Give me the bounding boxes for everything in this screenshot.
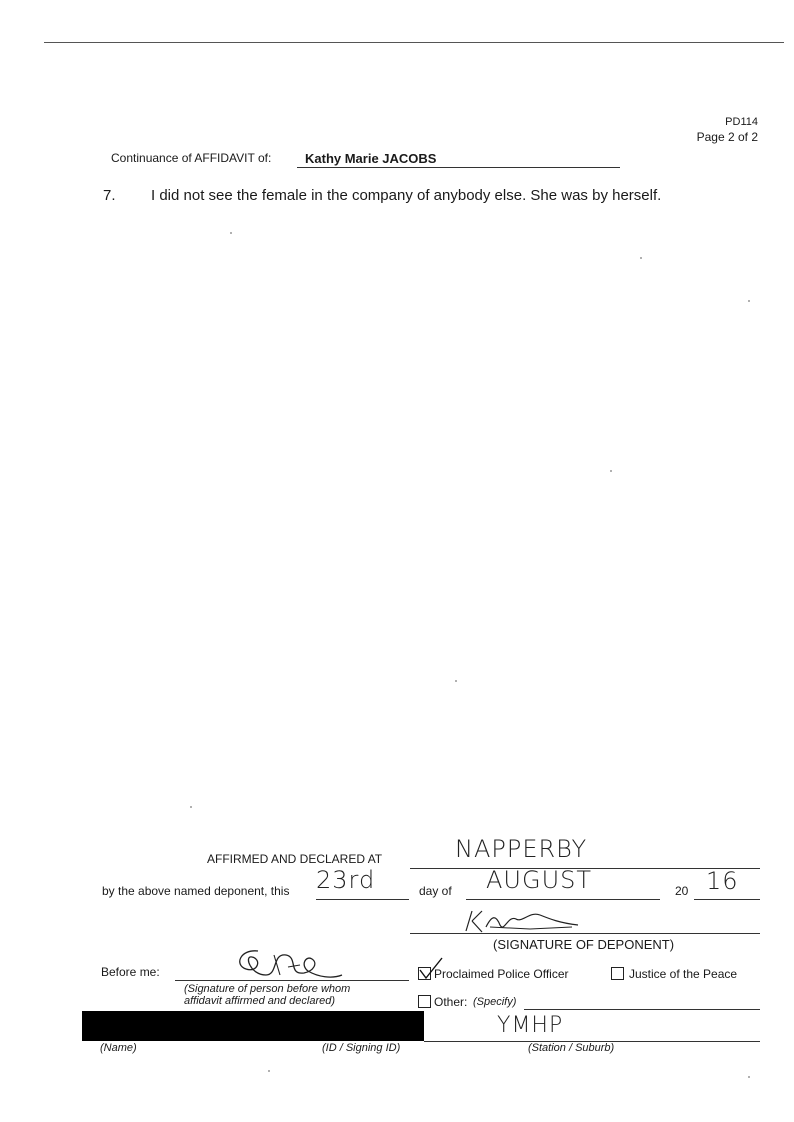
month-field	[466, 866, 660, 900]
form-code: PD114	[725, 116, 758, 128]
scan-speck	[610, 470, 612, 472]
station-caption: (Station / Suburb)	[528, 1042, 615, 1054]
scan-speck	[640, 257, 642, 259]
continuance-label: Continuance of AFFIDAVIT of:	[111, 151, 272, 165]
other-label: Other:	[434, 995, 468, 1009]
deponent-signature-icon	[460, 905, 580, 937]
paragraph-number: 7.	[103, 187, 116, 204]
name-caption: (Name)	[100, 1042, 137, 1054]
top-rule	[44, 42, 784, 43]
scan-speck	[230, 232, 232, 234]
id-caption: (ID / Signing ID)	[322, 1042, 401, 1054]
other-specify-label: (Specify)	[473, 996, 517, 1008]
deponent-name-field	[297, 151, 620, 168]
year-prefix: 20	[675, 884, 689, 898]
witness-caption-1: (Signature of person before whom	[184, 983, 351, 995]
before-me-label: Before me:	[101, 965, 160, 979]
year-field	[694, 867, 760, 900]
scan-speck	[748, 1076, 750, 1078]
scan-speck	[748, 300, 750, 302]
other-checkbox[interactable]	[418, 995, 431, 1008]
police-officer-label: Proclaimed Police Officer	[434, 967, 569, 981]
month-handwritten: AUGUST	[486, 866, 593, 894]
other-specify-line	[524, 1009, 760, 1010]
affirmed-label: AFFIRMED AND DECLARED AT	[207, 852, 383, 866]
scan-speck	[268, 1070, 270, 1072]
by-deponent-label: by the above named deponent, this	[102, 884, 290, 898]
paragraph-text: I did not see the female in the company of anybody else. She was by herself.	[151, 187, 662, 204]
page-label: Page 2 of 2	[696, 130, 758, 144]
station-handwritten: YMHP	[497, 1013, 564, 1038]
redacted-name-id	[82, 1011, 424, 1041]
day-of-label: day of	[419, 884, 452, 898]
justice-of-peace-label: Justice of the Peace	[629, 967, 738, 981]
signature-of-deponent-label: (SIGNATURE OF DEPONENT)	[493, 937, 675, 952]
scan-speck	[455, 680, 457, 682]
day-handwritten: 23rd	[316, 866, 376, 894]
day-field	[316, 866, 409, 900]
year-handwritten: 16	[706, 867, 739, 895]
deponent-name: Kathy Marie JACOBS	[305, 151, 437, 166]
place-handwritten: NAPPERBY	[455, 835, 588, 863]
scan-speck	[190, 806, 192, 808]
witness-caption-2: affidavit affirmed and declared)	[184, 995, 336, 1007]
witness-signature-icon	[228, 945, 348, 985]
justice-of-peace-checkbox[interactable]	[611, 967, 624, 980]
